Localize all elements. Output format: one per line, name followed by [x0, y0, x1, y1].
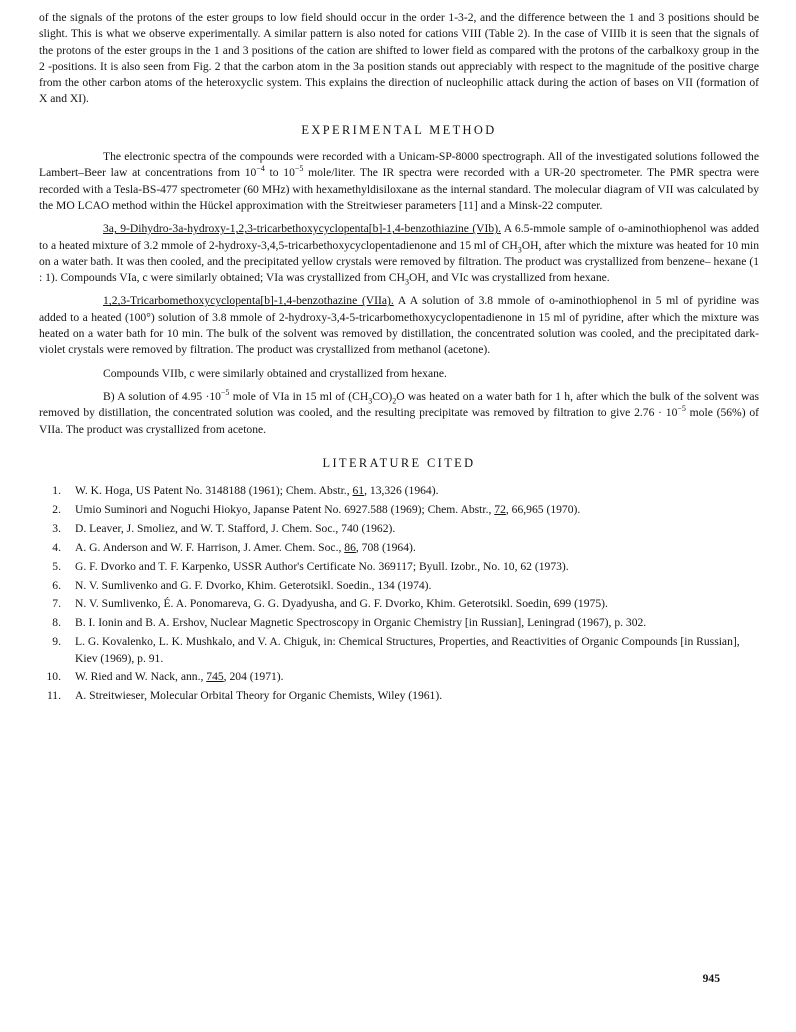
reference-number: 4.: [52, 540, 61, 554]
reference-number: 3.: [52, 521, 61, 535]
reference-item: 1. W. K. Hoga, US Patent No. 3148188 (1961); Chem. Abstr., 61, 13,326 (1964).: [39, 483, 759, 499]
reference-number: 6.: [52, 578, 61, 592]
experimental-paragraph-viia: 1,2,3-Tricarbomethoxycyclopenta[b]-1,4-benzothazine (VIIa). A A solution of 3.8 mmole of o-aminothiophenol in 5 ml of pyridine was added to a heated (100°) solution of 3.8 mmole of 2-hydroxy-3,4-5-tricarbomethoxycyclopentadienone in 15 ml of pyridine, after which the mixture was heated on a water bath for 10 min. The bulk of the solvent was removed by distillation, the concentrated solution was cooled, and the precipitated dark-violet crystals were removed by filtration. The product was crystallized from methanol (acetone).: [39, 294, 759, 357]
reference-item: 11. A. Streitwieser, Molecular Orbital Theory for Organic Chemists, Wiley (1961).: [39, 688, 759, 704]
experimental-paragraph-instruments: The electronic spectra of the compounds were recorded with a Unicam-SP-8000 spectrograph. All of the investigated solutions followed the Lambert–Beer law at concentrations from $10^{-4}$ to $10^{-5}$ mole/liter. The IR spectra were recorded with a UR-20 spectrometer. The PMR spectra were recorded with a Tesla-BS-477 spectrometer (60 MHz) with hexamethyldisiloxane as the internal standard. The molecular diagram of VII was calculated by the MO LCAO method within the Hückel approximation with the Streitwieser parameters [11] and a Minsk-22 computer.: [39, 150, 759, 212]
reference-item: 8. B. I. Ionin and B. A. Ershov, Nuclear Magnetic Spectroscopy in Organic Chemistry [in Russian], Leningrad (1967), p. 302.: [39, 615, 759, 631]
experimental-paragraph-method-b: B) A solution of $4.95 \cdot 10^{-5}$ mole of VIa in 15 ml of $(CH_3CO)_2O$ was heated on a water bath for 1 h, after which the bulk of the solvent was removed by distillation, the concentrated solution was cooled, and the resulting precipitate was removed by filtration to give $2.76 \cdot 10^{-5}$ mole (56%) of VIIa. The product was crystallized from acetone.: [39, 388, 760, 436]
reference-item: 5. G. F. Dvorko and T. F. Karpenko, USSR Author's Certificate No. 369117; Byull. Izobr., No. 10, 62 (1973).: [39, 559, 759, 575]
reference-number: 9.: [52, 635, 61, 649]
experimental-paragraph-vib: 3a, 9-Dihydro-3a-hydroxy-1,2,3-tricarbethoxycyclopenta[b]-1,4-benzothiazine (VIb). A 6.5-mmole sample of o-aminothiophenol was added to a heated mixture of 3.2 mmole of 2-hydroxy-3,4,5-tricarbethoxycyclopentadienone and 15 ml of $CH_3OH$, after which the mixture was heated for 10 min on a water bath. It was then cooled, and the precipitated yellow crystals were removed by filtration. The product was crystallized from benzene– hexane (1 : 1). Compounds VIa, c were similarly obtained; VIa was crystallized from $CH_3OH$, and VIc was crystallized from hexane.: [39, 222, 760, 287]
reference-list: [39, 483, 759, 705]
experimental-paragraph-viibc: Compounds VIIb, c were similarly obtained and crystallized from hexane.: [103, 366, 447, 380]
reference-item: 7. N. V. Sumlivenko, É. A. Ponomareva, G. G. Dyadyusha, and G. F. Dvorko, Khim. Geterotsikl. Soedin, 699 (1975).: [39, 596, 759, 612]
compound-title-vib: 3a, 9-Dihydro-3a-hydroxy-1,2,3-tricarbethoxycyclopenta[b]-1,4-benzothiazine (VIb).: [103, 222, 501, 236]
reference-item: 6. N. V. Sumlivenko and G. F. Dvorko, Khim. Geterotsikl. Soedin., 134 (1974).: [39, 578, 759, 594]
reference-item: 3. D. Leaver, J. Smoliez, and W. T. Stafford, J. Chem. Soc., 740 (1962).: [39, 521, 759, 537]
experimental-heading: EXPERIMENTAL METHOD: [301, 122, 497, 137]
reference-item: 4. A. G. Anderson and W. F. Harrison, J. Amer. Chem. Soc., 86, 708 (1964).: [39, 540, 759, 556]
reference-item: 2. Umio Suminori and Noguchi Hiokyo, Japanse Patent No. 6927.588 (1969); Chem. Abstr., 72, 66,965 (1970).: [39, 502, 759, 518]
reference-number: 1.: [52, 484, 61, 498]
intro-paragraph: of the signals of the protons of the ester groups to low field should occur in the order 1-3-2, and the difference between the 1 and 3 positions should be slight. This is what we observe experimentally. A similar pattern is also noted for cations VIII (Table 2). In the case of VIIIb it is seen that the signals of the protons of the ester groups in the 1 and 3 positions of the cation are shifted to lower field as compared with the protons of the carbalkoxy group in the 2 -positions. It is also seen from Fig. 2 that the carbon atom in the 3a position stands out appreciably with respect to the magnitude of the positive charge from the other carbon atoms of the heteroxyclic system. This explains the direction of nucleophilic attack during the action of bases on VII (formation of X and XI).: [39, 11, 759, 106]
reference-number: 11.: [46, 689, 61, 703]
reference-number: 7.: [52, 597, 61, 611]
reference-number: 2.: [52, 503, 61, 517]
compound-title-viia: 1,2,3-Tricarbomethoxycyclopenta[b]-1,4-benzothazine (VIIa).: [103, 294, 394, 308]
reference-item: 9. L. G. Kovalenko, L. K. Mushkalo, and V. A. Chiguk, in: Chemical Structures, Properties, and Reactivities of Organic Compounds [in Russian], Kiev (1969), p. 91.: [39, 634, 759, 667]
page-number: 945: [702, 972, 720, 985]
reference-number: 10.: [46, 670, 61, 684]
reference-item: 10. W. Ried and W. Nack, ann., 745, 204 (1971).: [39, 669, 759, 685]
paper-page: [39, 10, 759, 707]
literature-heading: LITERATURE CITED: [322, 455, 476, 470]
reference-number: 5.: [52, 559, 61, 573]
reference-number: 8.: [52, 616, 61, 630]
